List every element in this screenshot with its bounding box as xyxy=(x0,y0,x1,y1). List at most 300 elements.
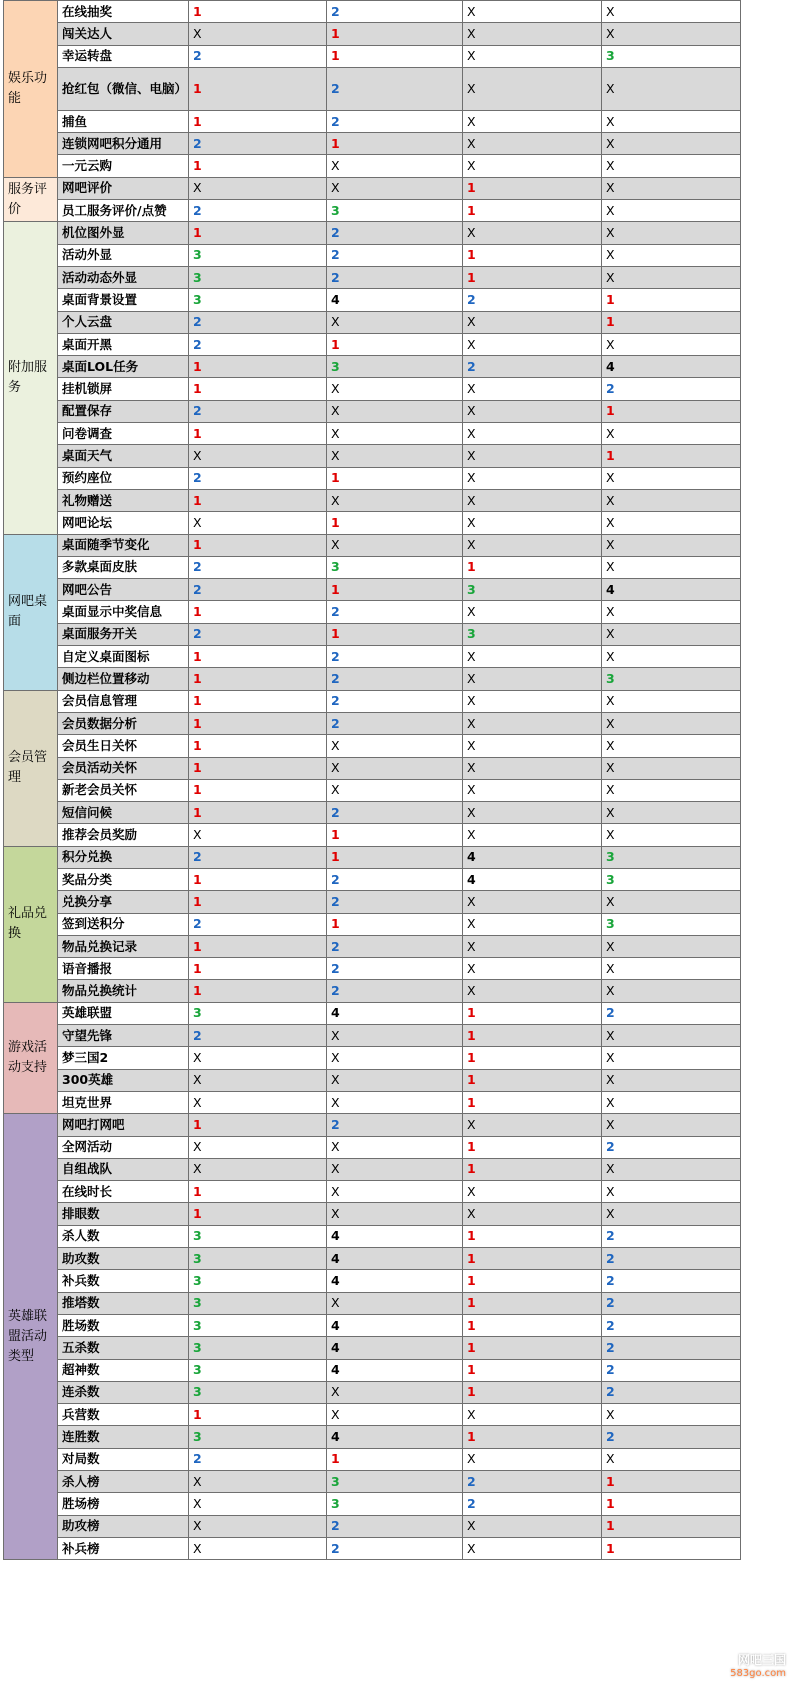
rank-cell: X xyxy=(602,177,741,199)
feature-cell: 杀人榜 xyxy=(58,1471,189,1493)
rank-cell: 3 xyxy=(189,266,327,288)
feature-cell: 配置保存 xyxy=(58,400,189,422)
category-cell: 游戏活动支持 xyxy=(4,1002,58,1113)
rank-cell: X xyxy=(602,534,741,556)
rank-cell: 4 xyxy=(327,1337,463,1359)
rank-cell: 2 xyxy=(327,668,463,690)
rank-cell: 3 xyxy=(189,1381,327,1403)
rank-cell: X xyxy=(327,1136,463,1158)
rank-cell: X xyxy=(463,601,602,623)
rank-cell: 1 xyxy=(189,489,327,511)
table-row xyxy=(4,913,741,935)
rank-cell: X xyxy=(189,1493,327,1515)
rank-cell: 3 xyxy=(189,1337,327,1359)
feature-cell: 桌面LOL任务 xyxy=(58,356,189,378)
rank-cell: X xyxy=(602,423,741,445)
rank-cell: 3 xyxy=(327,1493,463,1515)
rank-cell: X xyxy=(463,1181,602,1203)
table-row xyxy=(4,1359,741,1381)
rank-cell: X xyxy=(602,735,741,757)
table-row xyxy=(4,23,741,45)
rank-cell: 1 xyxy=(189,712,327,734)
table-row xyxy=(4,1426,741,1448)
rank-cell: 1 xyxy=(189,601,327,623)
rank-cell: X xyxy=(327,1158,463,1180)
table-row xyxy=(4,958,741,980)
rank-cell: X xyxy=(189,1047,327,1069)
feature-cell: 连锁网吧积分通用 xyxy=(58,133,189,155)
table-row xyxy=(4,333,741,355)
rank-cell: 2 xyxy=(327,1537,463,1559)
rank-cell: X xyxy=(189,1471,327,1493)
table-row xyxy=(4,1181,741,1203)
category-cell: 附加服务 xyxy=(4,222,58,534)
rank-cell: 1 xyxy=(463,200,602,222)
rank-cell: X xyxy=(327,177,463,199)
rank-cell: 2 xyxy=(463,289,602,311)
rank-cell: 3 xyxy=(602,45,741,67)
rank-cell: X xyxy=(602,824,741,846)
feature-cell: 新老会员关怀 xyxy=(58,779,189,801)
feature-cell: 在线时长 xyxy=(58,1181,189,1203)
table-row xyxy=(4,735,741,757)
rank-cell: X xyxy=(189,824,327,846)
rank-cell: X xyxy=(602,690,741,712)
rank-cell: X xyxy=(602,1091,741,1113)
rank-cell: 1 xyxy=(189,222,327,244)
feature-cell: 英雄联盟 xyxy=(58,1002,189,1024)
rank-cell: X xyxy=(463,489,602,511)
rank-cell: 1 xyxy=(463,1002,602,1024)
rank-cell: 1 xyxy=(189,891,327,913)
feature-cell: 网吧公告 xyxy=(58,579,189,601)
rank-cell: 2 xyxy=(327,1,463,23)
rank-cell: X xyxy=(189,1136,327,1158)
table-row xyxy=(4,177,741,199)
feature-cell: 胜场榜 xyxy=(58,1493,189,1515)
rank-cell: 1 xyxy=(327,133,463,155)
rank-cell: 1 xyxy=(602,1515,741,1537)
table-row xyxy=(4,1203,741,1225)
rank-cell: X xyxy=(602,958,741,980)
rank-cell: 1 xyxy=(602,400,741,422)
rank-cell: X xyxy=(189,177,327,199)
feature-cell: 助攻数 xyxy=(58,1248,189,1270)
rank-cell: X xyxy=(463,1515,602,1537)
table-row xyxy=(4,400,741,422)
rank-cell: X xyxy=(463,646,602,668)
rank-cell: 1 xyxy=(189,1114,327,1136)
feature-cell: 杀人数 xyxy=(58,1225,189,1247)
rank-cell: 2 xyxy=(189,1025,327,1047)
rank-cell: X xyxy=(602,1448,741,1470)
rank-cell: X xyxy=(602,333,741,355)
rank-cell: X xyxy=(327,378,463,400)
rank-cell: 3 xyxy=(189,1248,327,1270)
rank-cell: X xyxy=(602,623,741,645)
rank-cell: 3 xyxy=(327,1471,463,1493)
feature-cell: 补兵榜 xyxy=(58,1537,189,1559)
feature-cell: 会员信息管理 xyxy=(58,690,189,712)
table-row xyxy=(4,1515,741,1537)
rank-cell: X xyxy=(463,445,602,467)
rank-cell: 3 xyxy=(327,356,463,378)
watermark-logo xyxy=(730,1651,786,1679)
rank-cell: X xyxy=(602,1181,741,1203)
table-row xyxy=(4,67,741,110)
rank-cell: X xyxy=(463,935,602,957)
rank-cell: 2 xyxy=(327,110,463,132)
table-row xyxy=(4,1136,741,1158)
rank-cell: X xyxy=(463,779,602,801)
rank-cell: 1 xyxy=(602,1493,741,1515)
rank-cell: 1 xyxy=(189,1404,327,1426)
table-row xyxy=(4,646,741,668)
rank-cell: 2 xyxy=(602,1248,741,1270)
feature-cell: 自组战队 xyxy=(58,1158,189,1180)
feature-cell: 在线抽奖 xyxy=(58,1,189,23)
rank-cell: X xyxy=(463,333,602,355)
rank-cell: 1 xyxy=(327,579,463,601)
feature-cell: 排眼数 xyxy=(58,1203,189,1225)
table-row xyxy=(4,868,741,890)
table-row xyxy=(4,244,741,266)
table-row xyxy=(4,512,741,534)
table-row xyxy=(4,579,741,601)
table-row xyxy=(4,802,741,824)
feature-cell: 兵营数 xyxy=(58,1404,189,1426)
rank-cell: 3 xyxy=(602,668,741,690)
table-row xyxy=(4,378,741,400)
feature-cell: 抢红包（微信、电脑） xyxy=(58,67,189,110)
rank-cell: 4 xyxy=(463,868,602,890)
table-row xyxy=(4,200,741,222)
rank-cell: 1 xyxy=(602,1537,741,1559)
rank-cell: X xyxy=(602,1404,741,1426)
feature-cell: 兑换分享 xyxy=(58,891,189,913)
rank-cell: X xyxy=(602,802,741,824)
rank-cell: X xyxy=(327,445,463,467)
rank-cell: X xyxy=(602,155,741,177)
rank-cell: 2 xyxy=(327,958,463,980)
rank-cell: X xyxy=(463,980,602,1002)
rank-cell: 1 xyxy=(189,779,327,801)
rank-cell: X xyxy=(602,646,741,668)
table-row xyxy=(4,623,741,645)
rank-cell: X xyxy=(602,1114,741,1136)
table-row xyxy=(4,1002,741,1024)
rank-cell: 2 xyxy=(189,623,327,645)
feature-cell: 活动动态外显 xyxy=(58,266,189,288)
rank-cell: 3 xyxy=(602,868,741,890)
rank-cell: X xyxy=(189,1158,327,1180)
rank-cell: 3 xyxy=(189,1292,327,1314)
rank-cell: 1 xyxy=(327,45,463,67)
table-row xyxy=(4,1314,741,1336)
rank-cell: X xyxy=(463,423,602,445)
feature-cell: 推荐会员奖励 xyxy=(58,824,189,846)
rank-cell: 1 xyxy=(327,333,463,355)
table-row xyxy=(4,534,741,556)
table-row xyxy=(4,356,741,378)
rank-cell: 4 xyxy=(327,1426,463,1448)
rank-cell: 2 xyxy=(327,601,463,623)
rank-cell: X xyxy=(327,489,463,511)
table-row xyxy=(4,556,741,578)
feature-cell: 多款桌面皮肤 xyxy=(58,556,189,578)
rank-cell: 4 xyxy=(602,356,741,378)
table-row xyxy=(4,1337,741,1359)
feature-cell: 桌面背景设置 xyxy=(58,289,189,311)
rank-cell: 3 xyxy=(189,1359,327,1381)
rank-cell: X xyxy=(189,1515,327,1537)
rank-cell: 1 xyxy=(463,1292,602,1314)
rank-cell: 1 xyxy=(463,1314,602,1336)
rank-cell: X xyxy=(463,222,602,244)
rank-cell: 1 xyxy=(189,646,327,668)
rank-cell: 1 xyxy=(463,1225,602,1247)
rank-cell: 2 xyxy=(327,646,463,668)
rank-cell: X xyxy=(602,266,741,288)
rank-cell: 2 xyxy=(327,690,463,712)
feature-cell: 会员数据分析 xyxy=(58,712,189,734)
rank-cell: 3 xyxy=(602,913,741,935)
rank-cell: X xyxy=(327,423,463,445)
rank-cell: 2 xyxy=(327,891,463,913)
rank-cell: 1 xyxy=(463,1069,602,1091)
rank-cell: 1 xyxy=(602,1471,741,1493)
rank-cell: 1 xyxy=(463,1091,602,1113)
feature-cell: 连胜数 xyxy=(58,1426,189,1448)
rank-cell: 2 xyxy=(189,913,327,935)
rank-cell: X xyxy=(463,913,602,935)
rank-cell: X xyxy=(327,757,463,779)
category-cell: 会员管理 xyxy=(4,690,58,846)
feature-cell: 签到送积分 xyxy=(58,913,189,935)
comparison-table xyxy=(3,0,740,1560)
table-row xyxy=(4,690,741,712)
rank-cell: 1 xyxy=(602,311,741,333)
feature-cell: 超神数 xyxy=(58,1359,189,1381)
rank-cell: 2 xyxy=(189,311,327,333)
rank-cell: X xyxy=(602,935,741,957)
table-row xyxy=(4,289,741,311)
table-row xyxy=(4,1448,741,1470)
rank-cell: 3 xyxy=(327,200,463,222)
rank-cell: 1 xyxy=(327,846,463,868)
rank-cell: 1 xyxy=(189,958,327,980)
table-row xyxy=(4,222,741,244)
rank-cell: 2 xyxy=(189,400,327,422)
table-row xyxy=(4,1537,741,1559)
rank-cell: 2 xyxy=(327,802,463,824)
feature-cell: 物品兑换记录 xyxy=(58,935,189,957)
rank-cell: 3 xyxy=(602,846,741,868)
rank-cell: X xyxy=(463,1448,602,1470)
feature-cell: 问卷调查 xyxy=(58,423,189,445)
feature-cell: 桌面开黑 xyxy=(58,333,189,355)
rank-cell: 4 xyxy=(327,1270,463,1292)
rank-cell: 4 xyxy=(602,579,741,601)
table-row xyxy=(4,1091,741,1113)
rank-cell: 1 xyxy=(463,266,602,288)
rank-cell: 3 xyxy=(189,1314,327,1336)
rank-cell: 4 xyxy=(327,1002,463,1024)
rank-cell: X xyxy=(602,556,741,578)
rank-cell: X xyxy=(463,802,602,824)
rank-cell: X xyxy=(602,200,741,222)
rank-cell: X xyxy=(602,891,741,913)
rank-cell: X xyxy=(327,1025,463,1047)
feature-cell: 幸运转盘 xyxy=(58,45,189,67)
feature-cell: 一元云购 xyxy=(58,155,189,177)
rank-cell: X xyxy=(189,445,327,467)
rank-cell: 1 xyxy=(189,735,327,757)
rank-cell: X xyxy=(327,1091,463,1113)
feature-cell: 积分兑换 xyxy=(58,846,189,868)
rank-cell: X xyxy=(602,110,741,132)
rank-cell: 1 xyxy=(463,1337,602,1359)
rank-cell: 1 xyxy=(463,177,602,199)
rank-cell: 1 xyxy=(327,913,463,935)
rank-cell: X xyxy=(463,668,602,690)
rank-cell: 3 xyxy=(189,1426,327,1448)
table-row xyxy=(4,779,741,801)
rank-cell: X xyxy=(327,534,463,556)
rank-cell: 2 xyxy=(602,1314,741,1336)
rank-cell: 2 xyxy=(189,846,327,868)
rank-cell: 1 xyxy=(189,378,327,400)
rank-cell: 1 xyxy=(189,110,327,132)
rank-cell: X xyxy=(463,67,602,110)
rank-cell: 4 xyxy=(327,1359,463,1381)
rank-cell: 2 xyxy=(327,222,463,244)
table-row xyxy=(4,489,741,511)
rank-cell: X xyxy=(602,489,741,511)
rank-cell: X xyxy=(602,244,741,266)
feature-cell: 预约座位 xyxy=(58,467,189,489)
rank-cell: 1 xyxy=(189,935,327,957)
rank-cell: 2 xyxy=(602,1426,741,1448)
table-row xyxy=(4,467,741,489)
rank-cell: X xyxy=(463,1,602,23)
table-row xyxy=(4,1,741,23)
rank-cell: 4 xyxy=(327,1225,463,1247)
rank-cell: 1 xyxy=(463,1381,602,1403)
rank-cell: X xyxy=(602,1203,741,1225)
table-row xyxy=(4,1025,741,1047)
rank-cell: 1 xyxy=(602,445,741,467)
watermark-url: 583go.com xyxy=(730,1668,786,1679)
table-row xyxy=(4,1047,741,1069)
feature-cell: 网吧评价 xyxy=(58,177,189,199)
rank-cell: X xyxy=(602,67,741,110)
table-row xyxy=(4,1270,741,1292)
rank-cell: 2 xyxy=(327,266,463,288)
rank-cell: 3 xyxy=(189,1002,327,1024)
feature-cell: 侧边栏位置移动 xyxy=(58,668,189,690)
rank-cell: 1 xyxy=(463,1025,602,1047)
rank-cell: 1 xyxy=(189,757,327,779)
feature-cell: 桌面天气 xyxy=(58,445,189,467)
rank-cell: X xyxy=(463,757,602,779)
rank-cell: X xyxy=(327,1069,463,1091)
feature-cell: 活动外显 xyxy=(58,244,189,266)
rank-cell: 2 xyxy=(189,45,327,67)
rank-cell: 2 xyxy=(602,1337,741,1359)
table-row xyxy=(4,423,741,445)
table-row xyxy=(4,935,741,957)
rank-cell: 2 xyxy=(189,1448,327,1470)
table-row xyxy=(4,1225,741,1247)
rank-cell: X xyxy=(602,1,741,23)
table-row xyxy=(4,1292,741,1314)
rank-cell: X xyxy=(463,400,602,422)
table-row xyxy=(4,891,741,913)
table-row xyxy=(4,1114,741,1136)
rank-cell: X xyxy=(463,1203,602,1225)
table-row xyxy=(4,712,741,734)
feature-cell: 桌面随季节变化 xyxy=(58,534,189,556)
table-row xyxy=(4,980,741,1002)
category-cell: 英雄联盟活动类型 xyxy=(4,1114,58,1560)
category-cell: 礼品兑换 xyxy=(4,846,58,1002)
table-row xyxy=(4,1248,741,1270)
rank-cell: X xyxy=(463,1404,602,1426)
rank-cell: 4 xyxy=(327,1248,463,1270)
rank-cell: 2 xyxy=(463,356,602,378)
feature-cell: 胜场数 xyxy=(58,1314,189,1336)
rank-cell: 2 xyxy=(189,333,327,355)
rank-cell: 2 xyxy=(463,1471,602,1493)
rank-cell: 1 xyxy=(463,1158,602,1180)
rank-cell: X xyxy=(463,534,602,556)
rank-cell: 1 xyxy=(189,1203,327,1225)
rank-cell: X xyxy=(463,1114,602,1136)
feature-cell: 桌面显示中奖信息 xyxy=(58,601,189,623)
feature-cell: 会员生日关怀 xyxy=(58,735,189,757)
table-row xyxy=(4,1158,741,1180)
rank-cell: X xyxy=(602,601,741,623)
rank-cell: X xyxy=(189,23,327,45)
rank-cell: 2 xyxy=(189,133,327,155)
rank-cell: 2 xyxy=(602,1136,741,1158)
category-cell: 娱乐功能 xyxy=(4,1,58,178)
rank-cell: 1 xyxy=(189,1,327,23)
rank-cell: 3 xyxy=(189,1225,327,1247)
rank-cell: 2 xyxy=(327,244,463,266)
rank-cell: 3 xyxy=(463,623,602,645)
rank-cell: 2 xyxy=(463,1493,602,1515)
rank-cell: 3 xyxy=(327,556,463,578)
feature-cell: 推塔数 xyxy=(58,1292,189,1314)
feature-cell: 桌面服务开关 xyxy=(58,623,189,645)
rank-cell: 2 xyxy=(602,1359,741,1381)
feature-cell: 短信问候 xyxy=(58,802,189,824)
rank-cell: X xyxy=(602,712,741,734)
rank-cell: X xyxy=(463,712,602,734)
rank-cell: 1 xyxy=(327,1448,463,1470)
rank-cell: X xyxy=(463,378,602,400)
feature-cell: 捕鱼 xyxy=(58,110,189,132)
feature-cell: 闯关达人 xyxy=(58,23,189,45)
rank-cell: 2 xyxy=(602,1002,741,1024)
rank-cell: 1 xyxy=(189,534,327,556)
table-row xyxy=(4,1471,741,1493)
table-row xyxy=(4,846,741,868)
rank-cell: 1 xyxy=(327,623,463,645)
rank-cell: X xyxy=(189,1069,327,1091)
